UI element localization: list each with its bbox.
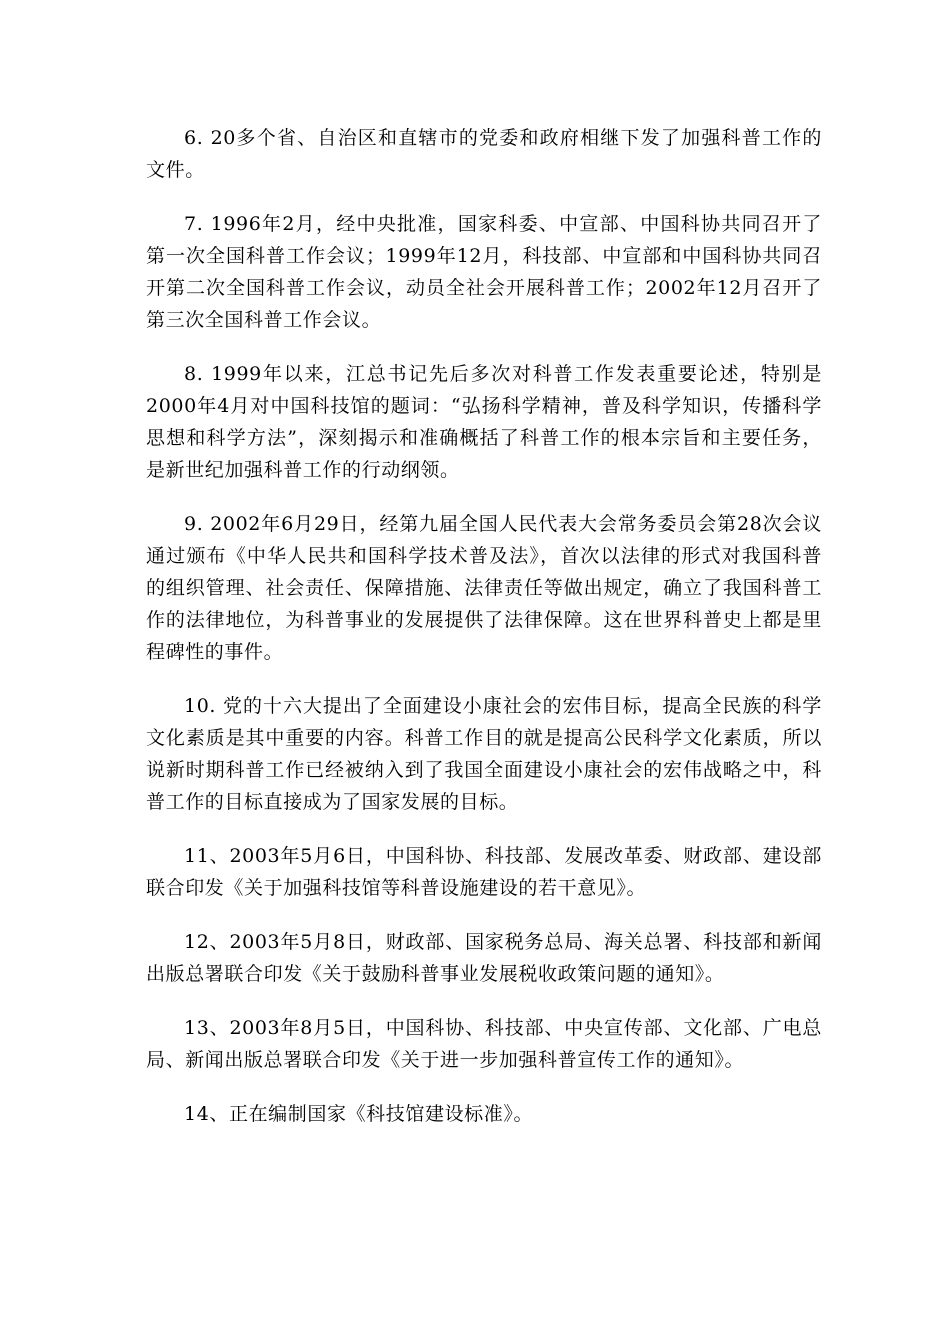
paragraph-7: 7. 1996年2月，经中央批准，国家科委、中宣部、中国科协共同召开了第一次全国科普工作会议；1999年12月，科技部、中宣部和中国科协共同召开第二次全国科普工作会议，动员全社会开展科普工作；2002年12月召开了第三次全国科普工作会议。 — [146, 213, 822, 331]
paragraph-13: 13、2003年8月5日，中国科协、科技部、中央宣传部、文化部、广电总局、新闻出版总署联合印发《关于进一步加强科普宣传工作的通知》。 — [146, 1017, 822, 1071]
paragraph-14: 14、正在编制国家《科技馆建设标准》。 — [184, 1103, 534, 1125]
paragraph-6: 6. 20多个省、自治区和直辖市的党委和政府相继下发了加强科普工作的文件。 — [146, 127, 822, 181]
paragraph-11: 11、2003年5月6日，中国科协、科技部、发展改革委、财政部、建设部联合印发《关于加强科技馆等科普设施建设的若干意见》。 — [146, 845, 822, 899]
paragraph-8: 8. 1999年以来，江总书记先后多次对科普工作发表重要论述，特别是2000年4月对中国科技馆的题词：“弘扬科学精神，普及科学知识，传播科学思想和科学方法”，深刻揭示和准确概括了科普工作的根本宗旨和主要任务，是新世纪加强科普工作的行动纲领。 — [146, 363, 822, 481]
paragraph-10: 10. 党的十六大提出了全面建设小康社会的宏伟目标，提高全民族的科学文化素质是其中重要的内容。科普工作目的就是提高公民科学文化素质，所以说新时期科普工作已经被纳入到了我国全面建设小康社会的宏伟战略之中，科普工作的目标直接成为了国家发展的目标。 — [146, 695, 822, 813]
paragraph-9: 9. 2002年6月29日，经第九届全国人民代表大会常务委员会第28次会议通过颁布《中华人民共和国科学技术普及法》，首次以法律的形式对我国科普的组织管理、社会责任、保障措施、法律责任等做出规定，确立了我国科普工作的法律地位，为科普事业的发展提供了法律保障。这在世界科普史上都是里程碑性的事件。 — [146, 513, 822, 663]
paragraph-12: 12、2003年5月8日，财政部、国家税务总局、海关总署、科技部和新闻出版总署联合印发《关于鼓励科普事业发展税收政策问题的通知》。 — [146, 931, 822, 985]
document-body — [146, 122, 822, 1130]
